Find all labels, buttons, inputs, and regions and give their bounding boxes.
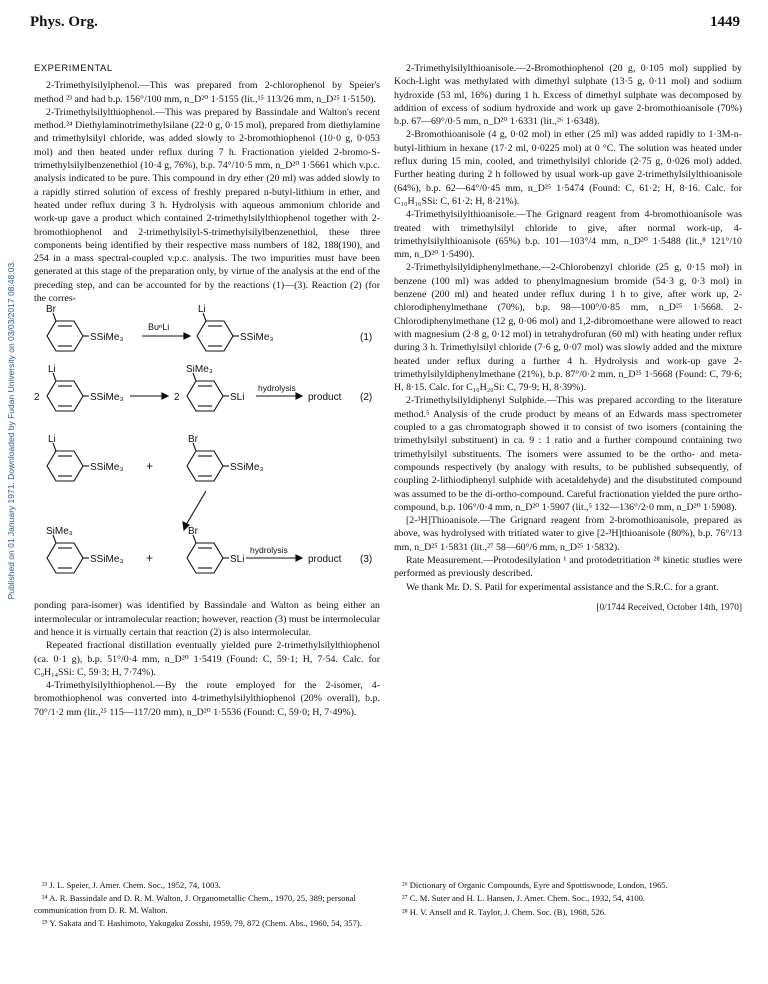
paragraph: 2-Bromothioanisole (4 g, 0·02 mol) in ether (25 ml) was added rapidly to 1·3M-n-butyl-lithium in hexane (17·2 ml, 0·0225 mol) at 0 °C. The solution was heated under reflux during 15 min, cooled, and trimethylsilyl chloride (2·75 g, 0·026 mol) added. Further heating during 2 h followed by usual work-up gave 2-trimethylsilylthioanisole (64%), b.p. 62—64°/0·45 mm, n_D²⁵ 1·5474 (Found: C, 61·2; H, 8·16. Calc. for C₁₀H₁₆SSi: C, 61·2; H, 8·21%). (394, 129, 742, 207)
plus-sign: + (146, 459, 154, 474)
reference-item: ²⁶ Dictionary of Organic Compounds, Eyre and Spottiswoode, London, 1965. (402, 880, 668, 890)
reaction-scheme-figure (34, 304, 380, 593)
paragraph: 2-Trimethylsilyldiphenylmethane.—2-Chlorobenzyl chloride (25 g, 0·15 mol) in benzene (100 ml) was added to phenylmagnesium bromide (54·3 g, 0·3 mol) in benzene (200 ml) and heated under reflux during 1 h to give, after work up, 2-chlorodiphenylmethane (70%), b.p. 98—100°/0·85 mm, n_D²⁵ 1·5668. 2-Chlorodiphenylmethane (12 g, 0·06 mol) and 1,2-dibromoethane were allowed to react with magnesium (2·8 g, 0·12 mol) in tetrahydrofuran (60 ml) with heating under reflux during 3 h. Trimethylsilyl chloride (7·6 g, 0·07 mol) was slowly added and the mixture heated under reflux during a further 4 h. Hydrolysis and work-up gave 2-trimethylsilyldiphenylmethane (21%), b.p. 87°/0·2 mm, n_D²⁵ 1·5668 (Found: C, 79·6; H, 8·15. Calc. for C₁₆H₂₀Si: C, 79·9; H, 8·39%). (394, 262, 742, 394)
paragraph: ponding para-isomer) was identified by Bassindale and Walton as being either an intermolecular or intramolecular reaction; however, reaction (3) must be intermolecular and hence it is virtually certain that reaction (2) is also intermolecular. (34, 600, 380, 638)
paragraph: Rate Measurement.—Protodesilylation ¹ and protodetritiation ²⁸ kinetic studies were performed as previously described. (394, 554, 742, 580)
substituent-label: SSiMe₃ (90, 392, 124, 404)
paragraph: [2-³H]Thioanisole.—The Grignard reagent from 2-bromothioanisole, prepared as above, was hydrolysed with tritiated water to give [2-³H]thioanisole (80%), b.p. 76°/13 mm, n_D²⁵ 1·5831 (lit.,²⁷ 58—60°/6 mm, n_D²⁵ 1·5832). (394, 515, 742, 553)
watermark-text[interactable]: Published on 01 January 1971. Downloaded by Fudan University on 03/03/2017 08:48:03. (6, 260, 16, 600)
substituent-label: Br (188, 526, 198, 538)
product-label: product (308, 554, 342, 566)
reference-item: ²⁴ A. R. Bassindale and D. R. M. Walton, J. Organometallic Chem., 1970, 25, 389; personal communication from D. R. M. Walton. (34, 893, 356, 915)
reference-item: ²⁸ H. V. Ansell and R. Taylor, J. Chem. Soc. (B), 1968, 526. (402, 906, 607, 917)
substituent-label: SSiMe₃ (90, 554, 124, 566)
substituent-label: Li (48, 364, 56, 376)
reagent-label: BuⁿLi (148, 322, 170, 333)
substituent-label: SLi (230, 554, 245, 566)
substituent-label: Li (48, 434, 56, 446)
paragraph: 4-Trimethylsilylthioanisole.—The Grignard reagent from 4-bromothioanisole was treated with trimethylsilyl chloride to give, after normal work-up, 4-trimethylsilylthioanisole (65%) b.p. 101—103°/4 mm, n_D²⁰ 1·5488 (lit.,⁸ 121°/10 mm, n_D²⁰ 1·5490). (394, 209, 742, 261)
reference-item: ²⁵ Y. Sakata and T. Hashimoto, Yakugaku Zosshi, 1959, 79, 872 (Chem. Abs., 1960, 54, 357). (42, 917, 362, 928)
page-number: 1449 (710, 14, 740, 30)
substituent-label: Br (46, 304, 56, 316)
received-date: [0/1744 Received, October 14th, 1970] (596, 602, 742, 613)
plus-sign: + (146, 551, 154, 566)
substituent-label: SSiMe₃ (90, 332, 124, 344)
paragraph: 2-Trimethylsilylthioanisole.—2-Bromothiophenol (20 g, 0·105 mol) supplied by Koch-Light was methylated with dimethyl sulphate (13·5 g, 0·11 mol) and sodium hydroxide (53 ml, 16%) during 1 h. Excess of dimethyl sulphate was decomposed by addition of excess of sodium hydroxide and work up gave 2-bromothioanisole (70%) b.p. 67—69°/0·5 mm, n_D²⁰ 1·6331 (lit.,²⁶ 1·6348). (394, 63, 742, 128)
paragraph: Repeated fractional distillation eventually yielded pure 2-trimethylsilylthiophenol (ca. 0·1 g), b.p. 51°/0·4 mm, n_D²⁰ 1·5419 (Found: C, 59·1; H, 7·54. Calc. for C₉H₁₄SSi: C, 59·3; H, 7·74%). (34, 640, 380, 678)
right-column (394, 62, 742, 615)
footnotes-right (394, 880, 742, 920)
reference-item: ²⁷ C. M. Suter and H. L. Hansen, J. Amer. Chem. Soc., 1932, 54, 4100. (402, 893, 646, 904)
reference-item: ²³ J. L. Speier, J. Amer. Chem. Soc., 1952, 74, 1003. (42, 880, 221, 890)
substituent-label: Li (198, 304, 206, 316)
equation-number: (3) (360, 554, 373, 566)
footnotes-left (34, 880, 380, 931)
substituent-label: SSiMe₃ (230, 462, 264, 474)
substituent-label: SSiMe₃ (240, 332, 274, 344)
paragraph: 2-Trimethylsilylthiophenol.—This was prepared by Bassindale and Walton's recent method.²⁴ Diethylaminotrimethylsilane (22·0 g, 0·15 mol), prepared from diethylamine and trimethylsilyl chloride, was added slowly to 2-bromothiophenol (10·0 g, 0·053 mol) and then heated under reflux during 7 h. Fractionation yielded 2-bromo-S-trimethylsilylbenzenethiol (10·4 g, 76%), b.p. 74°/10·5 mm, n_D²⁰ 1·5661 which v.p.c. analysis indicated to be pure. This compound in dry ether (20 ml) was added slowly to a rapidly stirred solution of excess of freshly prepared n-butyl-lithium in ether, and heated under reflux during 3 h. Hydrolysis with aqueous ammonium chloride and work-up gave a product which contained 2-trimethylsilylthiophenol together with 2-bromothiophenol and 2-trimethylsilyl-S-trimethylsilylbenzenethiol, these three components being identified by their respective mass numbers of 182, 188(190), and 254 in a mass spectral-coupled v.p.c. analysis. The two impurities must have been generated at this stage of the preparation only, by virtue of the analysis at the end of the preceding step, and can be accounted for by the reactions (1)—(3). Reaction (2) (for the corres- (34, 106, 380, 305)
substituent-label: SLi (230, 392, 245, 404)
substituent-label: SiMe₃ (186, 364, 213, 376)
reagent-label: hydrolysis (250, 545, 288, 556)
coefficient-label: 2 (34, 392, 40, 404)
reaction-schemes (34, 304, 380, 593)
paragraph: 2-Trimethylsilyldiphenyl Sulphide.—This was prepared according to the literature method.⁵ Analysis of the crude product by means of an Edwards mass spectrometer coupled to a gas chromatograph showed it to consist of two isomers (containing the trimethylsilyl substituent) in ca. 9 : 1 ratio and a further compound containing two trimethylsilyl substituents. The isomers were assumed to be the ortho- and meta-compounds respectively (by analogy with results, to be published subsequently, of coupling 2-lithiodiphenyl sulphide with acetaldehyde) and the disubstituted compound was assumed to be the di-ortho-compound. Careful fractionation yielded the pure ortho-compound, b.p. 106°/0·4 mm, n_D²⁰ 1·5907 (lit.,⁵ 132—136°/2·0 mm, n_D²⁰ 1·5908). (394, 395, 742, 513)
equation-number: (2) (360, 392, 373, 404)
reagent-label: hydrolysis (258, 383, 296, 394)
download-watermark (4, 150, 18, 710)
reaction-arrow (186, 491, 206, 525)
substituent-label: Br (188, 434, 198, 446)
acknowledgement: We thank Mr. D. S. Patil for experimental assistance and the S.R.C. for a grant. (406, 581, 719, 593)
paragraph: 2-Trimethylsilylphenol.—This was prepared from 2-chlorophenol by Speier's method ²³ and had b.p. 156°/100 mm, n_D²⁰ 1·5155 (lit.,¹⁵ 113/26 mm, n_D²⁵ 1·5150). (34, 80, 380, 105)
substituent-label: SSiMe₃ (90, 462, 124, 474)
equation-number: (1) (360, 332, 373, 344)
running-header-journal: Phys. Org. (30, 14, 98, 30)
substituent-label: SiMe₃ (46, 526, 73, 538)
coefficient-label: 2 (174, 392, 180, 404)
left-column (34, 62, 380, 719)
product-label: product (308, 392, 342, 404)
paragraph: 4-Trimethylsilylthiophenol.—By the route employed for the 2-isomer, 4-bromothiophenol was converted into 4-trimethylsilylthiophenol (20% overall), b.p. 70°/1·2 mm (lit.,²⁵ 115—117/20 mm), n_D²⁰ 1·5536 (Found: C, 59·0; H, 7·49%). (34, 680, 380, 718)
section-heading: EXPERIMENTAL (34, 63, 113, 74)
